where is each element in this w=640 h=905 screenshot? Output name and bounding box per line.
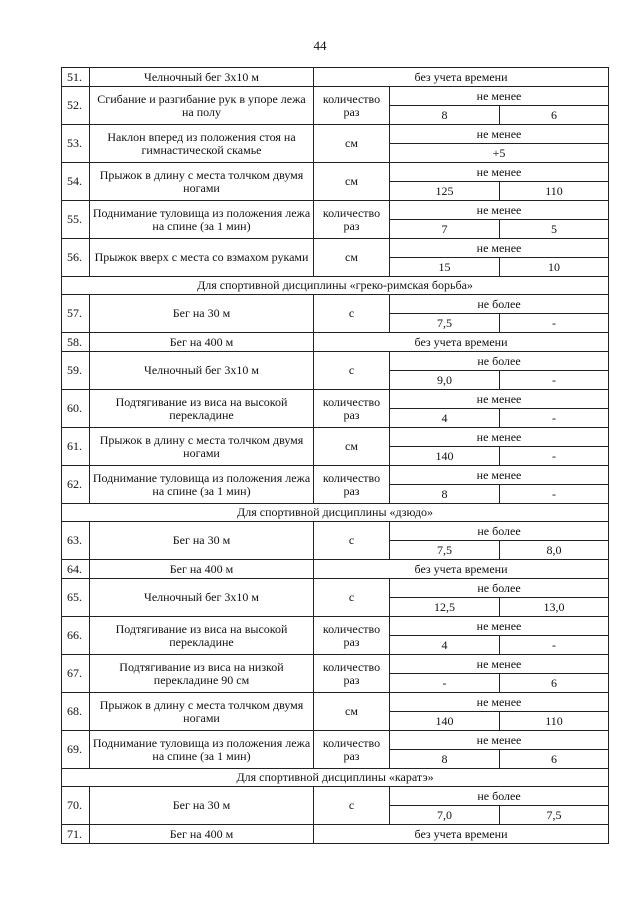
norm-condition: не менее (390, 655, 609, 674)
unit-cell: см (314, 163, 390, 201)
norm-value: 7,5 (500, 806, 609, 825)
table-row (62, 655, 609, 674)
exercise-name: Бег на 400 м (90, 560, 314, 579)
norm-condition: не менее (390, 239, 609, 258)
exercise-name: Подтягивание из виса на высокой перекладине (90, 617, 314, 655)
norm-value: 140 (390, 447, 500, 466)
unit-cell (314, 655, 390, 693)
unit-cell (314, 466, 390, 504)
no-time-cell: без учета времени (314, 333, 609, 352)
row-number: 57. (62, 295, 90, 333)
table-row (62, 163, 609, 182)
table-row (62, 579, 609, 598)
unit-cell (314, 617, 390, 655)
unit-cell (314, 390, 390, 428)
norm-condition: не менее (390, 163, 609, 182)
no-time-cell: без учета времени (314, 825, 609, 844)
unit-line: раз (343, 748, 360, 763)
unit-cell (314, 201, 390, 239)
norm-value: 7 (390, 220, 500, 239)
norm-value: 6 (500, 106, 609, 125)
page-number: 44 (313, 38, 327, 53)
table-row (62, 769, 609, 787)
unit-line: раз (343, 483, 360, 498)
unit-line: раз (343, 407, 360, 422)
exercise-name: Бег на 400 м (90, 333, 314, 352)
norm-condition: не менее (390, 466, 609, 485)
section-title-karate: Для спортивной дисциплины «каратэ» (62, 769, 609, 787)
table-row (62, 201, 609, 220)
row-number: 70. (62, 787, 90, 825)
exercise-name: Прыжок в длину с места толчком двумя ногами (90, 693, 314, 731)
norm-value: +5 (390, 144, 609, 163)
norm-value: - (500, 371, 609, 390)
table-row (62, 277, 609, 295)
row-number: 53. (62, 125, 90, 163)
unit-cell: с (314, 295, 390, 333)
norm-condition: не менее (390, 201, 609, 220)
norm-condition: не более (390, 522, 609, 541)
unit-line: раз (343, 218, 360, 233)
norm-value: 9,0 (390, 371, 500, 390)
table-row (62, 466, 609, 485)
norm-value: 13,0 (500, 598, 609, 617)
table-row (62, 352, 609, 371)
norm-value: - (390, 674, 500, 693)
exercise-name: Челночный бег 3х10 м (90, 579, 314, 617)
norm-value: 4 (390, 636, 500, 655)
norm-value: 7,5 (390, 314, 500, 333)
norm-value: 8 (390, 750, 500, 769)
unit-cell: см (314, 693, 390, 731)
unit-cell (314, 731, 390, 769)
row-number: 67. (62, 655, 90, 693)
norm-value: 7,5 (390, 541, 500, 560)
row-number: 54. (62, 163, 90, 201)
row-number: 60. (62, 390, 90, 428)
table-row (62, 693, 609, 712)
row-number: 58. (62, 333, 90, 352)
table-row (62, 787, 609, 806)
row-number: 56. (62, 239, 90, 277)
norm-condition: не более (390, 295, 609, 314)
norm-value: - (500, 485, 609, 504)
exercise-name: Наклон вперед из положения стоя на гимнастической скамье (90, 125, 314, 163)
norm-value: 8,0 (500, 541, 609, 560)
row-number: 63. (62, 522, 90, 560)
unit-line: количество (322, 205, 381, 220)
row-number: 65. (62, 579, 90, 617)
unit-line: раз (343, 672, 360, 687)
exercise-name: Прыжок в длину с места толчком двумя ногами (90, 163, 314, 201)
unit-line: количество (322, 470, 381, 485)
table-row (62, 522, 609, 541)
norm-condition: не менее (390, 731, 609, 750)
table-row (62, 617, 609, 636)
norm-value: 125 (390, 182, 500, 201)
norm-value: 8 (390, 106, 500, 125)
norm-value: 7,0 (390, 806, 500, 825)
table-row (62, 239, 609, 258)
exercise-name: Подтягивание из виса на высокой перекладине (90, 390, 314, 428)
norm-condition: не менее (390, 428, 609, 447)
norms-table (61, 67, 609, 844)
no-time-cell: без учета времени (314, 68, 609, 87)
unit-line: количество (322, 735, 381, 750)
table-row (62, 825, 609, 844)
exercise-name: Бег на 400 м (90, 825, 314, 844)
row-number: 52. (62, 87, 90, 125)
table-row (62, 87, 609, 106)
no-time-cell: без учета времени (314, 560, 609, 579)
unit-cell: с (314, 579, 390, 617)
norm-value: 110 (500, 712, 609, 731)
exercise-name: Бег на 30 м (90, 522, 314, 560)
norm-condition: не менее (390, 87, 609, 106)
row-number: 59. (62, 352, 90, 390)
unit-line: количество (322, 394, 381, 409)
norm-condition: не более (390, 579, 609, 598)
row-number: 68. (62, 693, 90, 731)
row-number: 71. (62, 825, 90, 844)
table-row (62, 390, 609, 409)
unit-cell: см (314, 428, 390, 466)
unit-cell: см (314, 239, 390, 277)
unit-cell: с (314, 522, 390, 560)
exercise-name: Поднимание туловища из положения лежа на спине (за 1 мин) (90, 731, 314, 769)
norm-condition: не менее (390, 693, 609, 712)
norm-value: 10 (500, 258, 609, 277)
exercise-name: Челночный бег 3х10 м (90, 352, 314, 390)
norm-condition: не более (390, 352, 609, 371)
row-number: 61. (62, 428, 90, 466)
norm-value: - (500, 636, 609, 655)
unit-line: раз (343, 104, 360, 119)
row-number: 51. (62, 68, 90, 87)
table-row (62, 731, 609, 750)
exercise-name: Челночный бег 3х10 м (90, 68, 314, 87)
norm-condition: не более (390, 787, 609, 806)
exercise-name: Прыжок в длину с места толчком двумя ногами (90, 428, 314, 466)
norm-value: 4 (390, 409, 500, 428)
exercise-name: Подтягивание из виса на низкой перекладине 90 см (90, 655, 314, 693)
norm-value: 110 (500, 182, 609, 201)
unit-cell (314, 87, 390, 125)
exercise-name: Сгибание и разгибание рук в упоре лежа на полу (90, 87, 314, 125)
exercise-name: Прыжок вверх с места со взмахом руками (90, 239, 314, 277)
exercise-name: Бег на 30 м (90, 787, 314, 825)
unit-cell: с (314, 352, 390, 390)
norm-condition: не менее (390, 617, 609, 636)
norm-value: - (500, 314, 609, 333)
row-number: 62. (62, 466, 90, 504)
table-row (62, 504, 609, 522)
unit-line: количество (322, 659, 381, 674)
unit-cell: см (314, 125, 390, 163)
norm-value: 15 (390, 258, 500, 277)
norm-value: 140 (390, 712, 500, 731)
table-row (62, 428, 609, 447)
norm-condition: не менее (390, 125, 609, 144)
norm-value: 6 (500, 750, 609, 769)
norm-value: - (500, 447, 609, 466)
unit-line: раз (343, 634, 360, 649)
table-row (62, 333, 609, 352)
norm-value: 8 (390, 485, 500, 504)
row-number: 64. (62, 560, 90, 579)
table-row (62, 68, 609, 87)
table-row (62, 560, 609, 579)
unit-cell: с (314, 787, 390, 825)
norm-value: 5 (500, 220, 609, 239)
norm-value: 12,5 (390, 598, 500, 617)
table-row (62, 295, 609, 314)
exercise-name: Поднимание туловища из положения лежа на спине (за 1 мин) (90, 201, 314, 239)
row-number: 66. (62, 617, 90, 655)
unit-line: количество (322, 91, 381, 106)
exercise-name: Поднимание туловища из положения лежа на спине (за 1 мин) (90, 466, 314, 504)
section-title-greco: Для спортивной дисциплины «греко-римская борьба» (62, 277, 609, 295)
row-number: 55. (62, 201, 90, 239)
section-title-judo: Для спортивной дисциплины «дзюдо» (62, 504, 609, 522)
unit-line: количество (322, 621, 381, 636)
norm-value: 6 (500, 674, 609, 693)
table-row (62, 125, 609, 144)
norm-value: - (500, 409, 609, 428)
exercise-name: Бег на 30 м (90, 295, 314, 333)
norm-condition: не менее (390, 390, 609, 409)
row-number: 69. (62, 731, 90, 769)
